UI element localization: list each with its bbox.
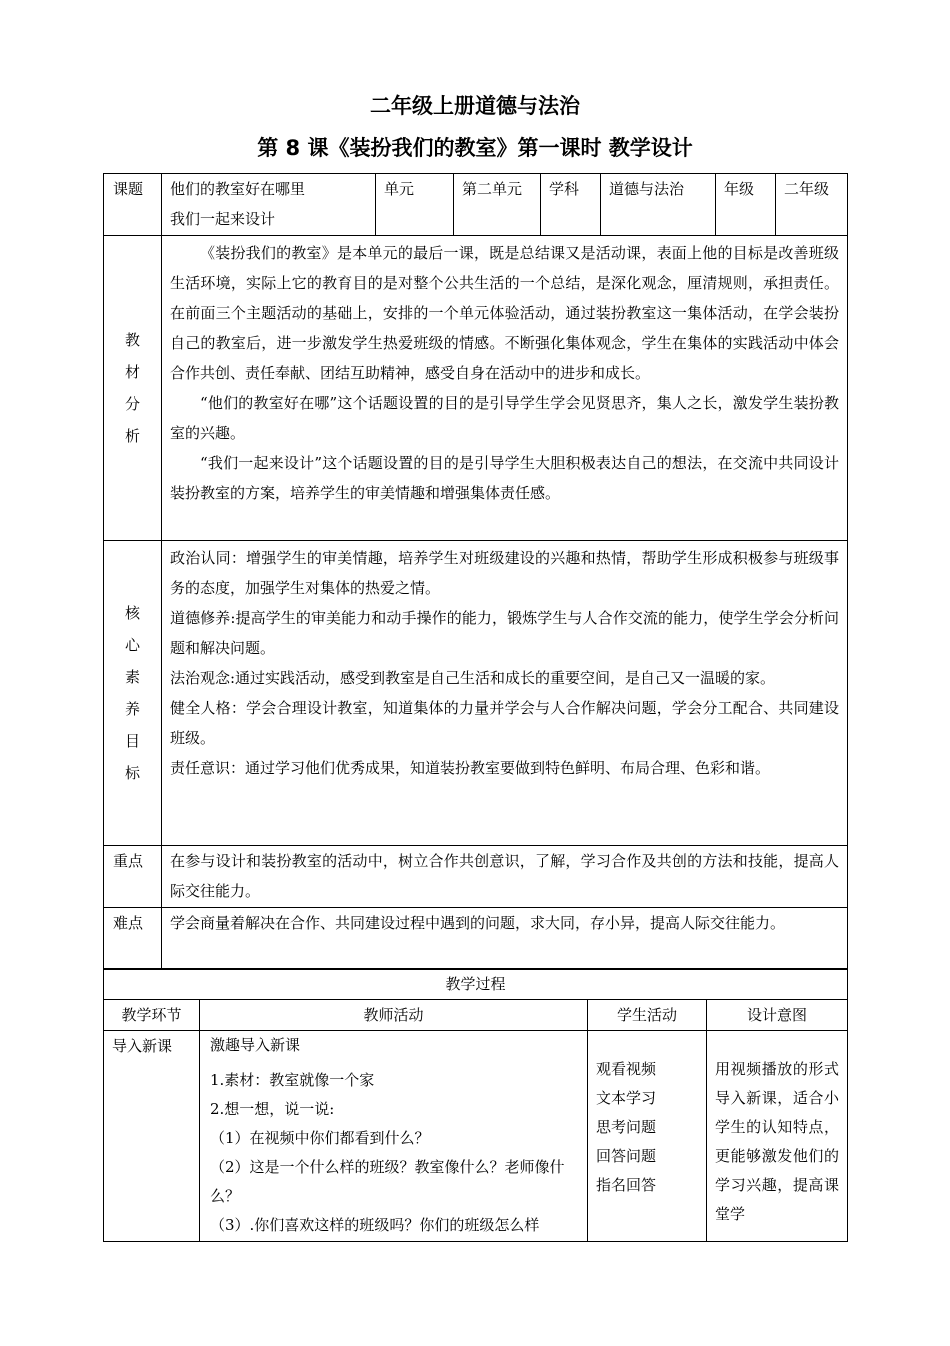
design-intent-cell: 用视频播放的形式导入新课，适合小学生的认知特点，更能够激发他们的学习兴趣，提高课堂学 [707,1031,848,1242]
teacher-activity-line: （3）.你们喜欢这样的班级吗？你们的班级怎么样 [210,1216,540,1234]
topic-label: 课题 [104,174,162,236]
teaching-process-table [103,968,848,1242]
header-student: 学生活动 [588,1000,707,1031]
doc-title-sub: 第 8 课《装扮我们的教室》第一课时 教学设计 [257,136,693,160]
teacher-activity-line: 激趣导入新课 [210,1036,301,1054]
student-activity-line: 文本学习 [596,1089,657,1107]
student-activity-line: 观看视频 [596,1060,657,1078]
subject-label: 学科 [541,174,601,236]
core-item: 健全人格：学会合理设计教室，知道集体的力量并学会与人合作解决问题，学会分工配合、共同建设班级。 [170,699,839,747]
teacher-activity-line: （1）在视频中你们都看到什么？ [210,1129,430,1147]
topic-row [104,174,848,236]
core-row [104,541,848,846]
grade-value: 二年级 [776,174,848,236]
difficulty-content: 学会商量着解决在合作、共同建设过程中遇到的问题，求大同，存小异，提高人际交往能力。 [162,908,848,970]
analysis-paragraph-1: 《装扮我们的教室》是本单元的最后一课，既是总结课又是活动课，表面上他的目标是改善班级生活环境，实际上它的教育目的是对整个公共生活的一个总结，是深化观念，厘清规则，承担责任。在前面三个主题活动的基础上，安排的一个单元体验活动，通过装扮教室这一集体活动，在学会装扮自己的教室后，进一步激发学生热爱班级的情感。不断强化集体观念，学生在集体的实践活动中体会合作共创、责任奉献、团结互助精神，感受自身在活动中的进步和成长。 [170,244,839,382]
process-header-row [104,1000,848,1031]
unit-value: 第二单元 [454,174,541,236]
student-activity-line: 指名回答 [596,1176,657,1194]
student-activity-line: 思考问题 [596,1118,657,1136]
process-row-intro [104,1031,848,1242]
subject-value: 道德与法治 [601,174,716,236]
core-item: 责任意识：通过学习他们优秀成果，知道装扮教室要做到特色鲜明、布局合理、色彩和谐。 [170,759,771,777]
key-label: 重点 [104,846,162,908]
difficulty-label: 难点 [104,908,162,970]
analysis-row [104,236,848,541]
core-item: 道德修养:提高学生的审美能力和动手操作的能力，锻炼学生与人合作交流的能力，使学生学会分析问题和解决问题。 [170,609,839,657]
core-label: 核心 素养 目标 [104,541,162,846]
stage-cell: 导入新课 [104,1031,200,1242]
core-item: 政治认同：增强学生的审美情趣，培养学生对班级建设的兴趣和热情，帮助学生形成积极参与班级事务的态度，加强学生对集体的热爱之情。 [170,549,839,597]
student-activity-line: 回答问题 [596,1147,657,1165]
doc-title-main: 二年级上册道德与法治 [370,94,580,118]
analysis-paragraph-3: “我们一起来设计”这个话题设置的目的是引导学生大胆积极表达自己的想法，在交流中共同设计装扮教室的方案，培养学生的审美情趣和增强集体责任感。 [170,454,839,502]
key-row [104,846,848,908]
lesson-info-table [103,173,848,970]
teacher-activity-line: 1.素材：教室就像一个家 [210,1071,375,1089]
header-intent: 设计意图 [707,1000,848,1031]
topic-value-2: 我们一起来设计 [170,210,276,228]
teacher-activity-cell [200,1031,588,1242]
teacher-activity-line: （2）这是一个什么样的班级？教室像什么？老师像什么？ [210,1158,565,1205]
analysis-paragraph-2: “他们的教室好在哪”这个话题设置的目的是引导学生学会见贤思齐，集人之长，激发学生装扮教室的兴趣。 [170,394,839,442]
header-stage: 教学环节 [104,1000,200,1031]
process-title-row [104,969,848,1000]
analysis-label: 教材 分析 [104,236,162,541]
header-teacher: 教师活动 [200,1000,588,1031]
core-content [162,541,848,846]
topic-value [162,174,376,236]
teacher-activity-line: 2.想一想，说一说: [210,1100,335,1118]
process-title: 教学过程 [104,969,848,1000]
unit-label: 单元 [376,174,454,236]
difficulty-row [104,908,848,970]
grade-label: 年级 [716,174,776,236]
core-item: 法治观念:通过实践活动，感受到教室是自己生活和成长的重要空间，是自己又一温暖的家。 [170,669,776,687]
topic-value-1: 他们的教室好在哪里 [170,180,306,198]
key-content: 在参与设计和装扮教室的活动中，树立合作共创意识，了解，学习合作及共创的方法和技能，提高人际交往能力。 [162,846,848,908]
analysis-content [162,236,848,541]
student-activity-cell [588,1031,707,1242]
